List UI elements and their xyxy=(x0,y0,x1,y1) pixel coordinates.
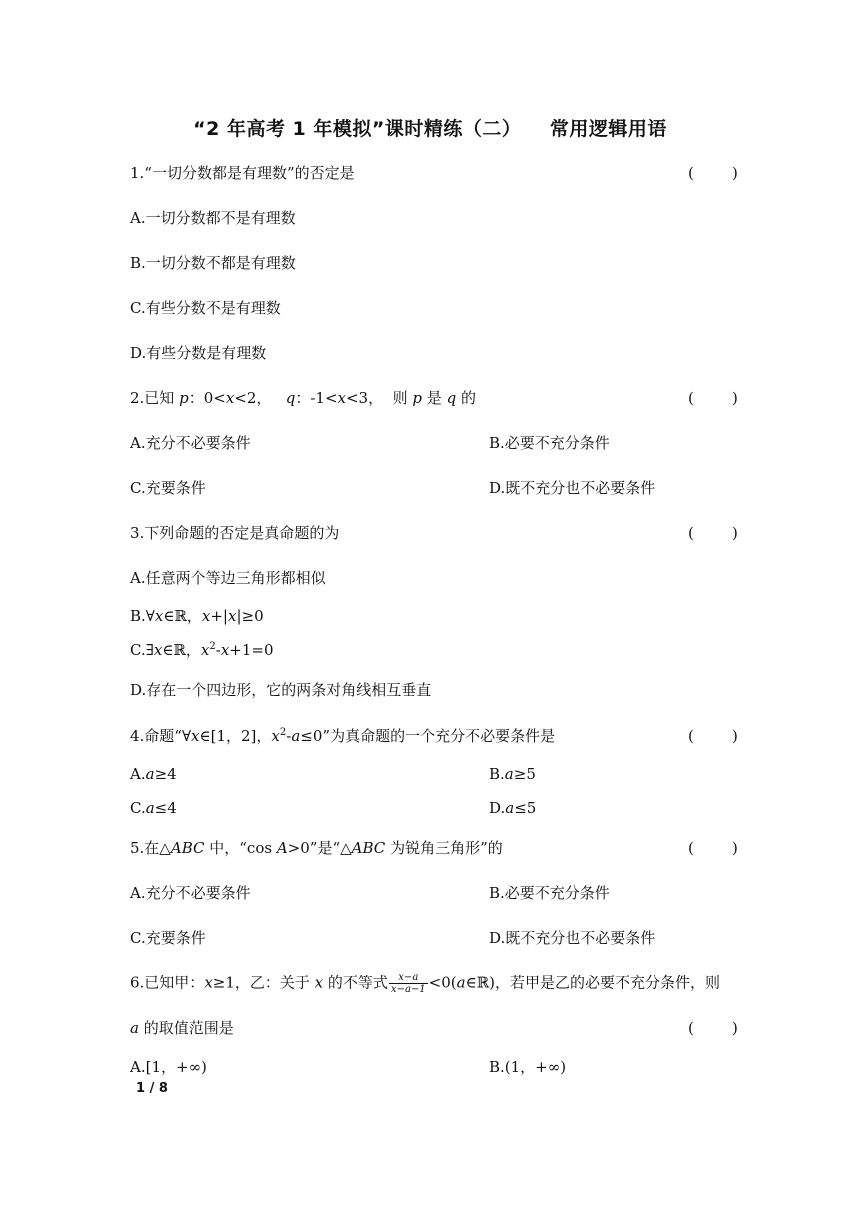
q2-option-d: D.既不充分也不必要条件 xyxy=(489,479,656,497)
q4-option-d: D.a≤5 xyxy=(489,799,537,817)
question-4-stem: 4.命题“∀x∈[1，2]，$x^2-a\le 0$”为真命题的一个充分不必要条件是 xyxy=(130,727,556,745)
q5-option-d: D.既不充分也不必要条件 xyxy=(489,929,656,947)
q5-option-a: A.充分不必要条件 xyxy=(130,884,251,902)
page-title: “2 年高考 1 年模拟”课时精练（二） 常用逻辑用语 xyxy=(193,118,667,140)
q2-option-c: C.充要条件 xyxy=(130,479,206,497)
q1-option-d: D.有些分数是有理数 xyxy=(130,344,267,362)
page-number: 1 / 8 xyxy=(136,1081,168,1096)
q4-option-b: B.a≥5 xyxy=(489,765,536,783)
question-6-stem-line2: a 的取值范围是 xyxy=(130,1019,234,1037)
q3-option-c: C.∃x∈ℝ，$x^2-x+1=0$ xyxy=(130,641,274,659)
question-6-stem: 6.已知甲：x≥1，乙：关于 x 的不等式 $\frac{x-a}{x-a-1}$ <0(a∈ℝ)，若甲是乙的必要不充分条件，则 xyxy=(130,972,721,995)
answer-paren: ( ) xyxy=(688,727,738,745)
fraction: $\frac{x-a}{x-a-1}$ xyxy=(390,972,426,995)
q1-option-b: B.一切分数不都是有理数 xyxy=(130,254,296,272)
q3-option-d: D.存在一个四边形，它的两条对角线相互垂直 xyxy=(130,681,432,699)
answer-paren: ( ) xyxy=(688,524,738,542)
q2-option-b: B.必要不充分条件 xyxy=(489,434,610,452)
q6-option-b: B.(1，+∞) xyxy=(489,1058,567,1076)
q4-option-c: C.a≤4 xyxy=(130,799,177,817)
q1-option-c: C.有些分数不是有理数 xyxy=(130,299,281,317)
q3-option-b: B.∀x∈ℝ，x+|x|≥0 xyxy=(130,607,264,625)
q5-option-b: B.必要不充分条件 xyxy=(489,884,610,902)
q6-option-a: A.[1，+∞) xyxy=(130,1058,207,1076)
answer-paren: ( ) xyxy=(688,839,738,857)
q4-option-a: A.a≥4 xyxy=(130,765,177,783)
answer-paren: ( ) xyxy=(688,164,738,182)
question-3-stem: 3.下列命题的否定是真命题的为 xyxy=(130,524,340,542)
question-1-stem: 1.“一切分数都是有理数”的否定是 xyxy=(130,164,355,182)
question-5-stem: 5.在△ABC 中，“cos A>0”是“△ABC 为锐角三角形”的 xyxy=(130,839,503,857)
q5-option-c: C.充要条件 xyxy=(130,929,206,947)
question-2-stem: 2.已知 p：0<x<2， q：-1<x<3， 则 p 是 q 的 xyxy=(130,389,476,407)
answer-paren: ( ) xyxy=(688,389,738,407)
q3-option-a: A.任意两个等边三角形都相似 xyxy=(130,569,326,587)
q1-option-a: A.一切分数都不是有理数 xyxy=(130,209,296,227)
answer-paren: ( ) xyxy=(688,1019,738,1037)
q2-option-a: A.充分不必要条件 xyxy=(130,434,251,452)
